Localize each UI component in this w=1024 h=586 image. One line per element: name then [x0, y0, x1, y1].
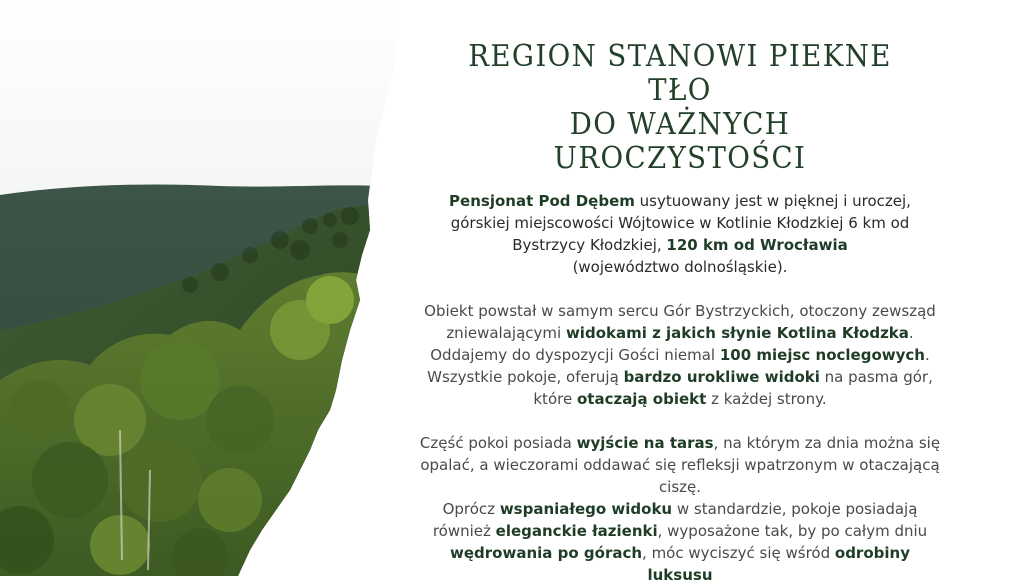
intro-paragraph: Pensjonat Pod Dębem usytuowany jest w pięknej i uroczej, górskiej miejscowości Wójtowice w Kotlinie Kłodzkiej 6 km od Bystrzycy Kłodzkiej, 120 km od Wrocławia (województwo dolnośląskie).: [449, 192, 911, 276]
highlight: widokami z jakich słynie Kotlina Kłodzka: [565, 324, 909, 342]
highlight: eleganckie łazienki: [495, 522, 658, 540]
bathroom-paragraph: Oprócz wspaniałego widoku w standardzie, pokoje posiadają również eleganckie łazienki, wyposażone tak, by po całym dniu wędrowania po górach, móc wyciszyć się wśród odrobiny luksusu: [432, 500, 928, 584]
highlight: otaczają obiekt: [576, 390, 707, 408]
title-line-2: DO WAŻNYCH UROCZYSTOŚCI: [553, 107, 807, 176]
page-title: [439, 40, 921, 176]
location-paragraph: Obiekt powstał w samym sercu Gór Bystrzyckich, otoczony zewsząd zniewalającymi widokami z jakich słynie Kotlina Kłodzka. Oddajemy do dyspozycji Gości niemal 100 miejsc noclegowych. Wszystkie pokoje, oferują bardzo urokliwe widoki na pasma gór, które otaczają obiekt z każdej strony.: [424, 302, 936, 408]
mountain-forest-photo: [0, 0, 420, 576]
terrace-paragraph: Część pokoi posiada wyjście na taras, na którym za dnia można się opalać, a wieczorami oddawać się refleksji wpatrzonym w otaczającą ciszę.: [419, 434, 941, 496]
text-content: [418, 40, 942, 586]
highlight: 120 km od Wrocławia: [666, 236, 848, 254]
highlight: wyjście na taras: [576, 434, 714, 452]
highlight: Pensjonat Pod Dębem: [449, 192, 635, 210]
title-line-1: REGION STANOWI PIEKNE TŁO: [468, 39, 892, 108]
highlight: odrobiny luksusu: [647, 544, 910, 584]
highlight: 100 miejsc noclegowych: [719, 346, 925, 364]
highlight: bardzo urokliwe widoki: [623, 368, 820, 386]
highlight: wędrowania po górach: [450, 544, 643, 562]
highlight: wspaniałego widoku: [499, 500, 673, 518]
